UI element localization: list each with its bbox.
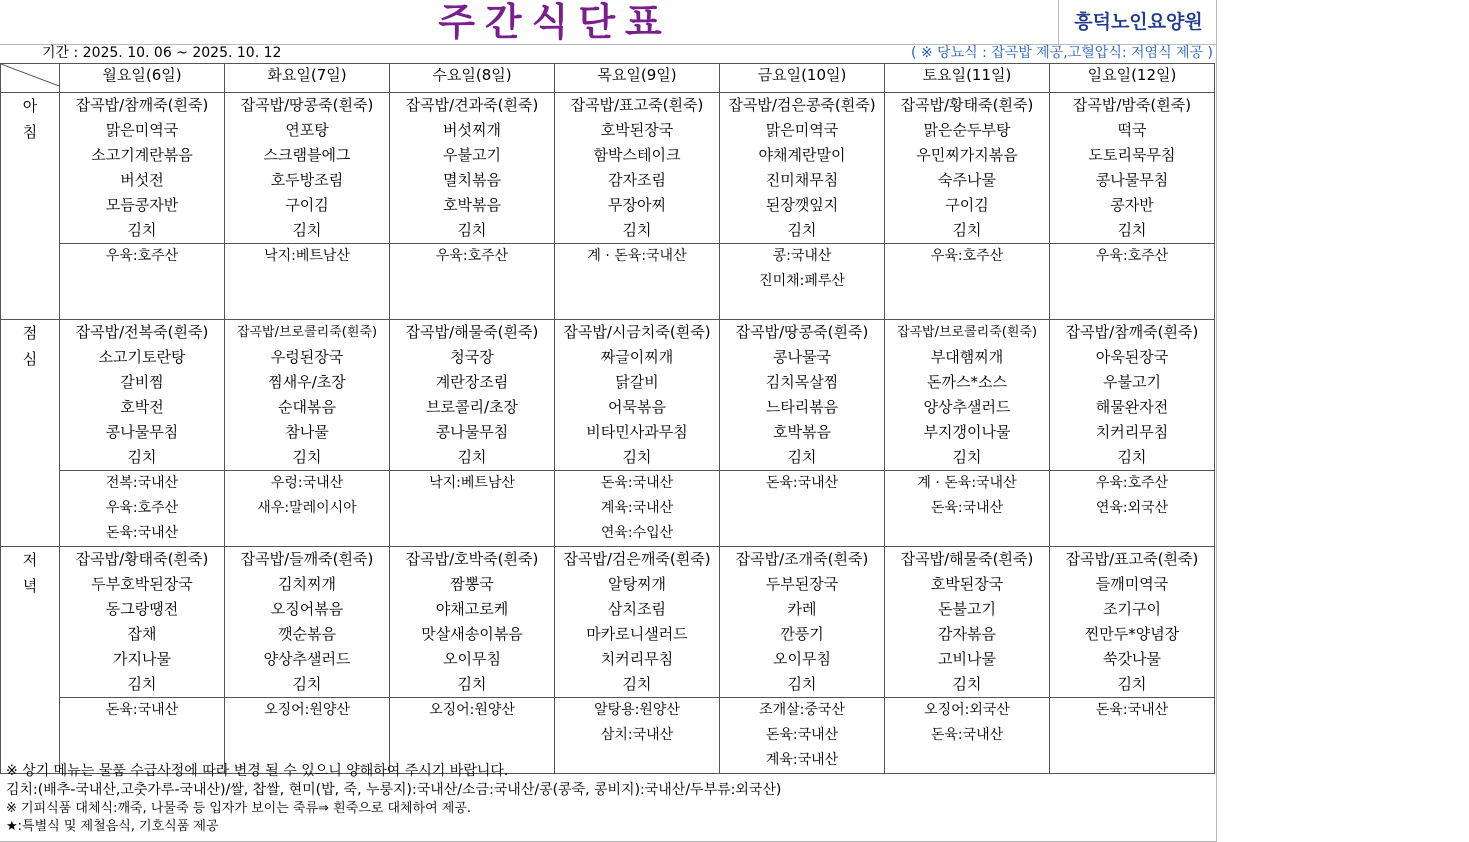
menu-item: 찜새우/초장	[268, 373, 346, 391]
menu-cell	[225, 93, 390, 244]
menu-item: 브로콜리/초장	[426, 398, 518, 416]
menu-item: 우불고기	[443, 146, 501, 164]
rice-porridge-item: 잡곡밥/검은깨죽(흰죽)	[563, 550, 711, 568]
origin-cell	[1050, 244, 1215, 320]
rice-porridge-item: 잡곡밥/들깨죽(흰죽)	[240, 550, 374, 568]
menu-item: 찐만두*양념장	[1084, 625, 1180, 643]
lunch-origin-row	[1, 471, 1215, 547]
origin-item: 돈육:국내산	[930, 727, 1004, 743]
origin-item: 오징어:외국산	[924, 702, 1010, 718]
origin-item: 우렁:국내산	[270, 475, 344, 491]
facility-name: 흥덕노인요양원	[1058, 0, 1218, 44]
menu-item: 도토리묵무침	[1088, 146, 1176, 164]
origin-item: 돈육:국내산	[765, 475, 839, 491]
origin-item: 돈육:국내산	[765, 727, 839, 743]
origin-item: 계 · 돈육:국내산	[587, 248, 687, 264]
menu-item: 김치	[787, 448, 817, 466]
origin-item: 오징어:원양산	[264, 702, 350, 718]
day-header-fri: 금요일(10일)	[720, 64, 885, 93]
menu-item: 김치	[787, 675, 817, 693]
origin-item: 돈육:국내산	[1095, 702, 1169, 718]
menu-cell	[885, 547, 1050, 698]
menu-item: 잡채	[127, 625, 157, 643]
origin-item: 연육:수입산	[600, 525, 674, 541]
rice-porridge-item: 잡곡밥/표고죽(흰죽)	[1065, 550, 1199, 568]
menu-cell	[555, 320, 720, 471]
menu-item: 오이무침	[443, 650, 501, 668]
menu-item: 부지갱이나물	[923, 423, 1011, 441]
origin-item: 새우:말레이시아	[257, 500, 357, 516]
origin-cell	[225, 471, 390, 547]
rice-porridge-item: 잡곡밥/황태죽(흰죽)	[75, 550, 209, 568]
menu-item: 두부된장국	[765, 575, 839, 593]
origin-item: 우육:호주산	[105, 248, 179, 264]
menu-item: 우불고기	[1103, 373, 1161, 391]
menu-item: 구이김	[945, 196, 989, 214]
menu-item: 소고기토란탕	[98, 348, 186, 366]
menu-item: 들깨미역국	[1095, 575, 1169, 593]
origin-item: 오징어:원양산	[429, 702, 515, 718]
menu-item: 어묵볶음	[608, 398, 666, 416]
origin-item: 조개살:중국산	[759, 702, 845, 718]
lunch-label	[1, 320, 60, 547]
menu-item: 김치	[622, 448, 652, 466]
menu-item: 김치	[622, 675, 652, 693]
menu-item: 김치	[292, 448, 322, 466]
menu-item: 갈비찜	[120, 373, 164, 391]
menu-item: 콩나물국	[773, 348, 831, 366]
origin-cell	[60, 471, 225, 547]
rice-porridge-item: 잡곡밥/조개죽(흰죽)	[735, 550, 869, 568]
menu-item: 치커리무침	[1095, 423, 1169, 441]
origin-cell	[60, 244, 225, 320]
menu-item: 참나물	[285, 423, 329, 441]
menu-item: 모듬콩자반	[105, 196, 179, 214]
menu-item: 쑥갓나물	[1103, 650, 1161, 668]
menu-item: 호박볶음	[443, 196, 501, 214]
origin-item: 우육:호주산	[435, 248, 509, 264]
menu-item: 김치	[292, 221, 322, 239]
menu-item: 김치	[127, 448, 157, 466]
menu-item: 버섯찌개	[443, 121, 501, 139]
menu-item: 김치	[952, 448, 982, 466]
meal-label-char: 심	[22, 350, 38, 368]
meal-label-char: 저	[22, 551, 38, 569]
period-text: 기간 : 2025. 10. 06 ~ 2025. 10. 12	[42, 45, 282, 61]
meal-label-char: 아	[22, 97, 38, 115]
origin-cell	[555, 471, 720, 547]
menu-item: 청국장	[450, 348, 494, 366]
day-header-wed: 수요일(8일)	[390, 64, 555, 93]
menu-item: 김치	[457, 221, 487, 239]
menu-item: 무장아찌	[608, 196, 666, 214]
origin-item: 전복:국내산	[105, 475, 179, 491]
rice-porridge-item: 잡곡밥/해물죽(흰죽)	[405, 323, 539, 341]
origin-cell	[720, 244, 885, 320]
menu-item: 카레	[787, 600, 817, 618]
origin-cell	[885, 244, 1050, 320]
menu-item: 양상추샐러드	[923, 398, 1011, 416]
menu-item: 김치목살찜	[765, 373, 839, 391]
menu-item: 알탕찌개	[608, 575, 666, 593]
origin-item: 낙지:베트남산	[429, 475, 515, 491]
origin-cell	[390, 471, 555, 547]
rice-porridge-item: 잡곡밥/브로콜리죽(흰죽)	[896, 325, 1038, 340]
origin-item: 알탕용:원양산	[594, 702, 680, 718]
weekly-menu-table	[0, 63, 1215, 774]
menu-cell	[60, 320, 225, 471]
menu-item: 된장깻잎지	[765, 196, 839, 214]
origin-item: 진미채:페루산	[759, 273, 845, 289]
menu-item: 돈까스*소스	[927, 373, 1007, 391]
origin-cell	[885, 471, 1050, 547]
menu-item: 김치	[952, 221, 982, 239]
menu-item: 버섯전	[120, 171, 164, 189]
menu-item: 오이무침	[773, 650, 831, 668]
day-header-sat: 토요일(11일)	[885, 64, 1050, 93]
menu-item: 닭갈비	[615, 373, 659, 391]
menu-item: 마카로니샐러드	[586, 625, 688, 643]
menu-item: 우민찌가지볶음	[916, 146, 1018, 164]
menu-cell	[225, 320, 390, 471]
menu-item: 떡국	[1117, 121, 1147, 139]
menu-item: 멸치볶음	[443, 171, 501, 189]
origin-cell	[1050, 471, 1215, 547]
menu-item: 김치	[787, 221, 817, 239]
menu-item: 깐풍기	[780, 625, 824, 643]
menu-item: 호박된장국	[600, 121, 674, 139]
menu-cell	[555, 93, 720, 244]
rice-porridge-item: 잡곡밥/견과죽(흰죽)	[405, 96, 539, 114]
menu-item: 호박볶음	[773, 423, 831, 441]
menu-item: 김치	[1117, 448, 1147, 466]
menu-cell	[555, 547, 720, 698]
menu-cell	[60, 93, 225, 244]
menu-item: 깻순볶음	[278, 625, 336, 643]
menu-item: 느타리볶음	[765, 398, 839, 416]
origin-cell	[225, 244, 390, 320]
origin-item: 우육:호주산	[1095, 475, 1169, 491]
origin-item: 돈육:국내산	[930, 500, 1004, 516]
menu-item: 콩나물무침	[435, 423, 509, 441]
rice-porridge-item: 잡곡밥/전복죽(흰죽)	[75, 323, 209, 341]
menu-item: 콩나물무침	[105, 423, 179, 441]
menu-item: 돈불고기	[938, 600, 996, 618]
menu-item: 짜글이찌개	[600, 348, 674, 366]
menu-item: 김치	[127, 675, 157, 693]
origin-cell	[555, 244, 720, 320]
origin-item: 콩:국내산	[772, 248, 832, 264]
menu-item: 김치	[952, 675, 982, 693]
rice-porridge-item: 잡곡밥/해물죽(흰죽)	[900, 550, 1034, 568]
menu-item: 맑은미역국	[105, 121, 179, 139]
footer-note: ※ 기피식품 대체식:깨죽, 나물죽 등 입자가 보이는 죽류⇒ 흰죽으로 대체하여 제공.	[6, 801, 472, 816]
origin-item: 우육:호주산	[930, 248, 1004, 264]
menu-item: 두부호박된장국	[91, 575, 193, 593]
footer-note: 김치:(배추-국내산,고춧가루-국내산)/쌀, 찹쌀, 현미(밥, 죽, 누룽지):국내산/소금:국내산/콩(콩죽, 콩비지):국내산/두부류:외국산)	[6, 782, 782, 798]
menu-item: 김치	[622, 221, 652, 239]
origin-item: 우육:호주산	[1095, 248, 1169, 264]
breakfast-origin-row	[1, 244, 1215, 320]
menu-item: 해물완자전	[1095, 398, 1169, 416]
menu-item: 맑은미역국	[765, 121, 839, 139]
menu-item: 김치	[292, 675, 322, 693]
menu-cell	[1050, 93, 1215, 244]
origin-item: 계육:국내산	[600, 500, 674, 516]
menu-item: 김치	[457, 675, 487, 693]
rice-porridge-item: 잡곡밥/참깨죽(흰죽)	[1065, 323, 1199, 341]
rice-porridge-item: 잡곡밥/표고죽(흰죽)	[570, 96, 704, 114]
footer-note: ★:특별식 및 제철음식, 기호식품 제공	[6, 819, 219, 834]
day-header-thu: 목요일(9일)	[555, 64, 720, 93]
menu-item: 김치찌개	[278, 575, 336, 593]
menu-item: 김치	[1117, 675, 1147, 693]
day-header-tue: 화요일(7일)	[225, 64, 390, 93]
menu-cell	[1050, 320, 1215, 471]
rice-porridge-item: 잡곡밥/시금치죽(흰죽)	[563, 323, 711, 341]
page-title: 주간식단표	[438, 0, 672, 44]
menu-item: 호두방조림	[270, 171, 344, 189]
day-header-sun: 일요일(12일)	[1050, 64, 1215, 93]
menu-item: 비타민사과무침	[586, 423, 688, 441]
corner-cell	[1, 64, 60, 93]
meal-label-char: 녁	[22, 577, 38, 595]
menu-item: 감자볶음	[938, 625, 996, 643]
menu-item: 김치	[1117, 221, 1147, 239]
menu-item: 함박스테이크	[593, 146, 681, 164]
menu-cell	[885, 93, 1050, 244]
origin-cell	[720, 471, 885, 547]
menu-item: 숙주나물	[938, 171, 996, 189]
menu-item: 아욱된장국	[1095, 348, 1169, 366]
diet-note: ( ※ 당뇨식 : 잡곡밥 제공,고혈압식: 저염식 제공 )	[910, 45, 1213, 61]
menu-item: 김치	[127, 221, 157, 239]
rice-porridge-item: 잡곡밥/참깨죽(흰죽)	[75, 96, 209, 114]
menu-item: 연포탕	[285, 121, 329, 139]
dinner-label	[1, 547, 60, 774]
origin-item: 돈육:국내산	[105, 525, 179, 541]
rice-porridge-item: 잡곡밥/밤죽(흰죽)	[1072, 96, 1192, 114]
meal-label-char: 점	[22, 324, 38, 342]
diagonal-line	[1, 64, 59, 86]
origin-item: 우육:호주산	[105, 500, 179, 516]
menu-item: 진미채무침	[765, 171, 839, 189]
rice-porridge-item: 잡곡밥/검은콩죽(흰죽)	[728, 96, 876, 114]
menu-cell	[1050, 547, 1215, 698]
menu-cell	[885, 320, 1050, 471]
menu-item: 짬뽕국	[450, 575, 494, 593]
menu-item: 호박된장국	[930, 575, 1004, 593]
origin-item: 낙지:베트남산	[264, 248, 350, 264]
origin-item: 삼치:국내산	[600, 727, 674, 743]
title-row	[0, 0, 1217, 45]
menu-cell	[720, 320, 885, 471]
menu-item: 야채계란말이	[758, 146, 846, 164]
menu-cell	[720, 93, 885, 244]
menu-item: 우렁된장국	[270, 348, 344, 366]
menu-cell	[60, 547, 225, 698]
day-header-mon: 월요일(6일)	[60, 64, 225, 93]
breakfast-label	[1, 93, 60, 320]
menu-item: 구이김	[285, 196, 329, 214]
menu-item: 고비나물	[938, 650, 996, 668]
menu-item: 가지나물	[113, 650, 171, 668]
origin-cell	[390, 244, 555, 320]
origin-item: 연육:외국산	[1095, 500, 1169, 516]
lunch-menu-row	[1, 320, 1215, 471]
menu-item: 양상추샐러드	[263, 650, 351, 668]
meal-label-char: 침	[22, 123, 38, 141]
menu-item: 맑은순두부탕	[923, 121, 1011, 139]
menu-cell	[225, 547, 390, 698]
rice-porridge-item: 잡곡밥/땅콩죽(흰죽)	[240, 96, 374, 114]
menu-item: 오징어볶음	[270, 600, 344, 618]
footer-notes	[6, 762, 1216, 836]
menu-item: 콩자반	[1110, 196, 1154, 214]
menu-item: 야채고로케	[435, 600, 509, 618]
menu-item: 동그랑땡전	[105, 600, 179, 618]
menu-item: 삼치조림	[608, 600, 666, 618]
origin-item: 계육:국내산	[765, 752, 839, 768]
rice-porridge-item: 잡곡밥/황태죽(흰죽)	[900, 96, 1034, 114]
menu-item: 콩나물무침	[1095, 171, 1169, 189]
menu-cell	[720, 547, 885, 698]
rice-porridge-item: 잡곡밥/호박죽(흰죽)	[405, 550, 539, 568]
menu-item: 김치	[457, 448, 487, 466]
menu-item: 순대볶음	[278, 398, 336, 416]
menu-cell	[390, 547, 555, 698]
menu-item: 맛살새송이볶음	[421, 625, 523, 643]
menu-item: 부대햄찌개	[930, 348, 1004, 366]
menu-item: 스크램블에그	[263, 146, 351, 164]
menu-item: 치커리무침	[600, 650, 674, 668]
menu-cell	[390, 320, 555, 471]
menu-item: 소고기계란볶음	[91, 146, 193, 164]
menu-item: 호박전	[120, 398, 164, 416]
origin-item: 돈육:국내산	[600, 475, 674, 491]
rice-porridge-item: 잡곡밥/땅콩죽(흰죽)	[735, 323, 869, 341]
origin-item: 돈육:국내산	[105, 702, 179, 718]
menu-item: 계란장조림	[435, 373, 509, 391]
period-row	[0, 44, 1217, 63]
menu-cell	[390, 93, 555, 244]
menu-item: 감자조림	[608, 171, 666, 189]
footer-note: ※ 상기 메뉴는 물품 수급사정에 따라 변경 될 수 있으니 양해하여 주시기 바랍니다.	[6, 763, 509, 779]
rice-porridge-item: 잡곡밥/브로콜리죽(흰죽)	[236, 325, 378, 340]
origin-item: 계 · 돈육:국내산	[917, 475, 1017, 491]
breakfast-menu-row	[1, 93, 1215, 244]
dinner-menu-row	[1, 547, 1215, 698]
menu-item: 조기구이	[1103, 600, 1161, 618]
